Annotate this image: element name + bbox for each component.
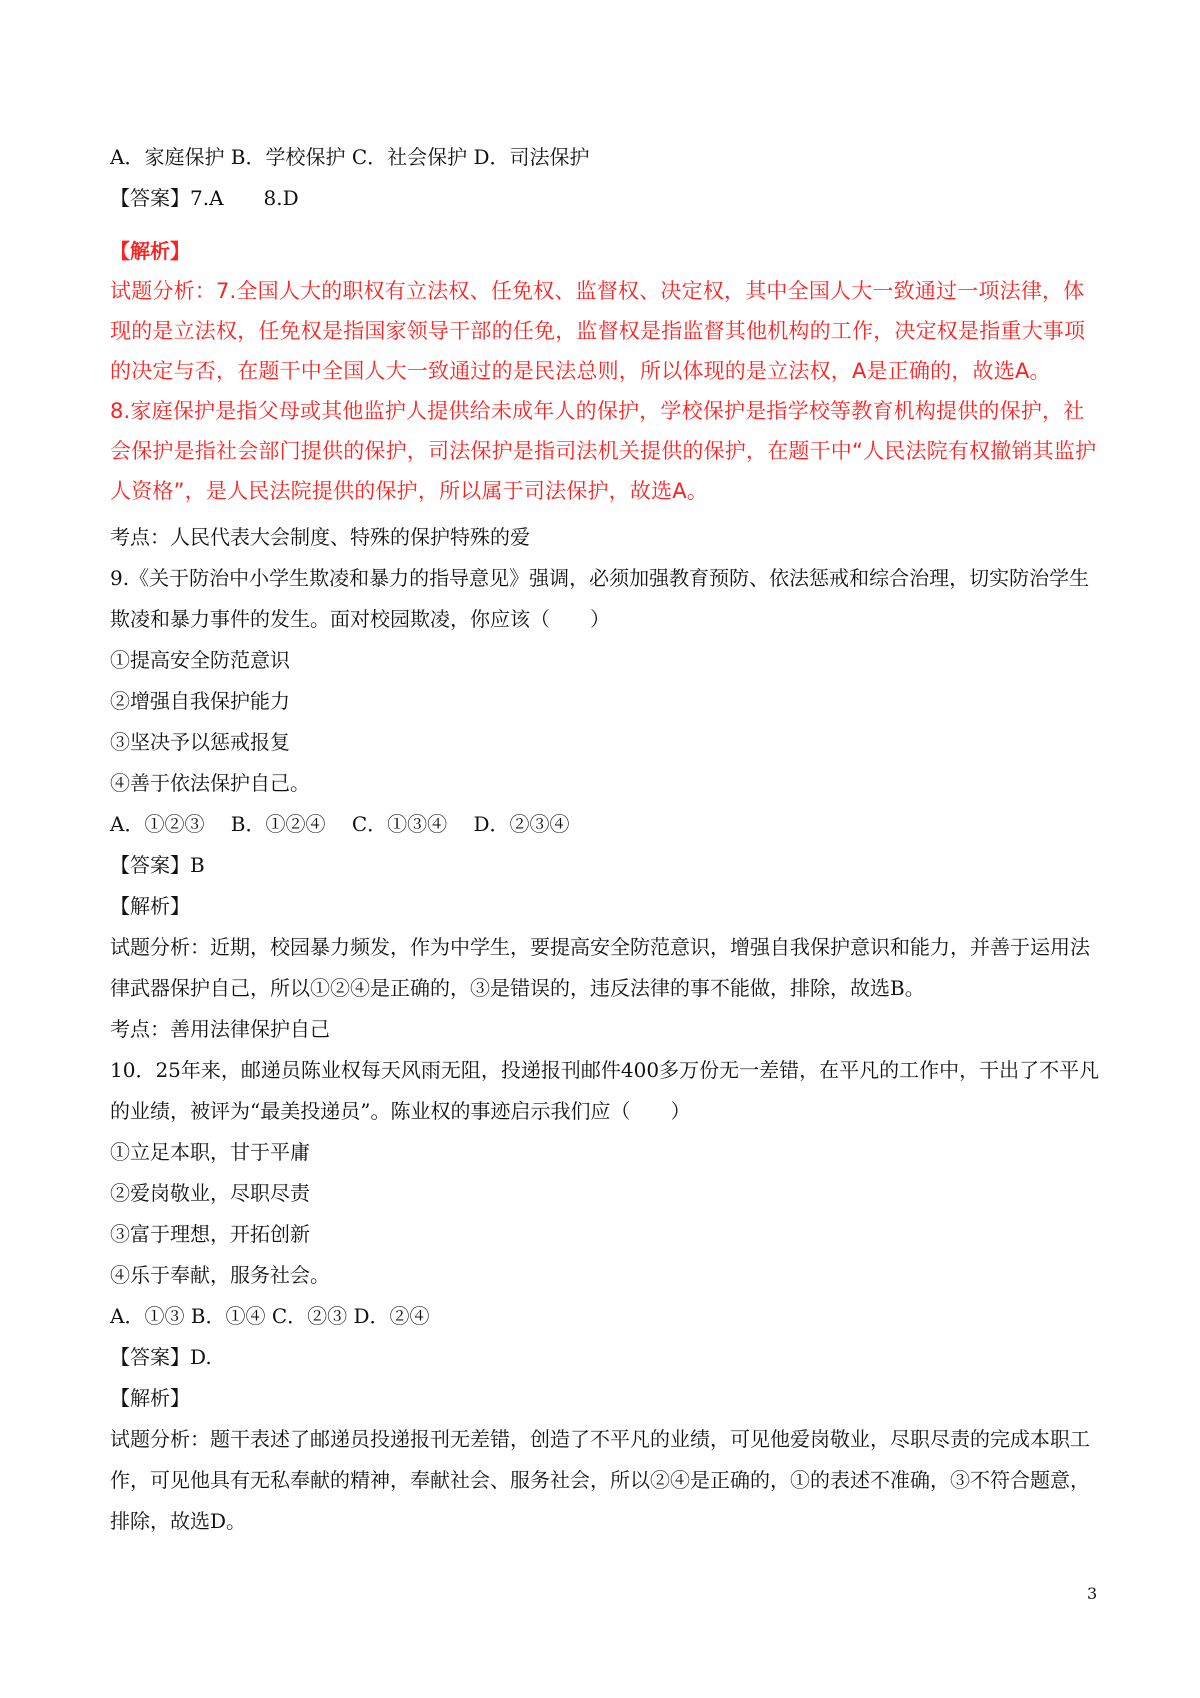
q10-analysis: 试题分析：题干表述了邮递员投递报刊无差错，创造了不平凡的业绩，可见他爱岗敬业，尽职尽责的完成本职工作，可见他具有无私奉献的精神，奉献社会、服务社会，所以②④是正确的，①的表述不准确，③不符合题意，排除，故选D。	[110, 1427, 1090, 1533]
q10-answer: 【答案】D.	[110, 1345, 212, 1369]
q8-options: A．家庭保护 B．学校保护 C．社会保护 D．司法保护	[110, 145, 590, 169]
q9-answer: 【答案】B	[110, 853, 205, 877]
page-number: 3	[1087, 1584, 1098, 1603]
q78-analysis-p1: 试题分析：7.全国人大的职权有立法权、任免权、监督权、决定权，其中全国人大一致通过一项法律，体现的是立法权，任免权是指国家领导干部的任免，监督权是指监督其他机构的工作，决定权是指重大事项的决定与否，在题干中全国人大一致通过的是民法总则，所以体现的是立法权，A是正确的，故选A。	[110, 279, 1086, 383]
q9-analysis: 试题分析：近期，校园暴力频发，作为中学生，要提高安全防范意识，增强自我保护意识和能力，并善于运用法律武器保护自己，所以①②④是正确的，③是错误的，违反法律的事不能做，排除，故选B。	[110, 935, 1090, 1000]
q10-options: A．①③ B．①④ C．②③ D．②④	[110, 1304, 430, 1328]
q78-analysis-tag: 【解析】	[110, 239, 190, 263]
q78-answer: 【答案】7.A 8.D	[110, 186, 299, 210]
q78-kaodian: 考点：人民代表大会制度、特殊的保护特殊的爱	[110, 525, 530, 549]
q78-analysis-p2: 8.家庭保护是指父母或其他监护人提供给未成年人的保护，学校保护是指学校等教育机构提供的保护，社会保护是指社会部门提供的保护，司法保护是指司法机关提供的保护，在题干中“人民法院有权撤销其监护人资格”，是人民法院提供的保护，所以属于司法保护，故选A。	[110, 399, 1097, 503]
q10-item: ④乐于奉献，服务社会。	[110, 1263, 330, 1287]
q9-item: ①提高安全防范意识	[110, 648, 290, 672]
q9-analysis-tag: 【解析】	[110, 894, 190, 918]
q78-analysis-block	[110, 231, 1100, 511]
q9-item: ④善于依法保护自己。	[110, 771, 310, 795]
q9-kaodian: 考点：善用法律保护自己	[110, 1017, 330, 1041]
q9-options: A．①②③ B．①②④ C．①③④ D．②③④	[110, 812, 570, 836]
q9-item: ③坚决予以惩戒报复	[110, 730, 290, 754]
q10-item: ②爱岗敬业，尽职尽责	[110, 1181, 310, 1205]
page-content	[110, 137, 1100, 1542]
q10-item: ③富于理想，开拓创新	[110, 1222, 310, 1246]
q10-analysis-tag: 【解析】	[110, 1386, 190, 1410]
q9-stem: 9.《关于防治中小学生欺凌和暴力的指导意见》强调，必须加强教育预防、依法惩戒和综合治理，切实防治学生欺凌和暴力事件的发生。面对校园欺凌，你应该（ ）	[110, 566, 1090, 631]
q9-item: ②增强自我保护能力	[110, 689, 290, 713]
q10-stem: 10．25年来，邮递员陈业权每天风雨无阻，投递报刊邮件400多万份无一差错，在平凡的工作中，干出了不平凡的业绩，被评为“最美投递员”。陈业权的事迹启示我们应（ ）	[110, 1058, 1100, 1123]
q10-item: ①立足本职，甘于平庸	[110, 1140, 310, 1164]
